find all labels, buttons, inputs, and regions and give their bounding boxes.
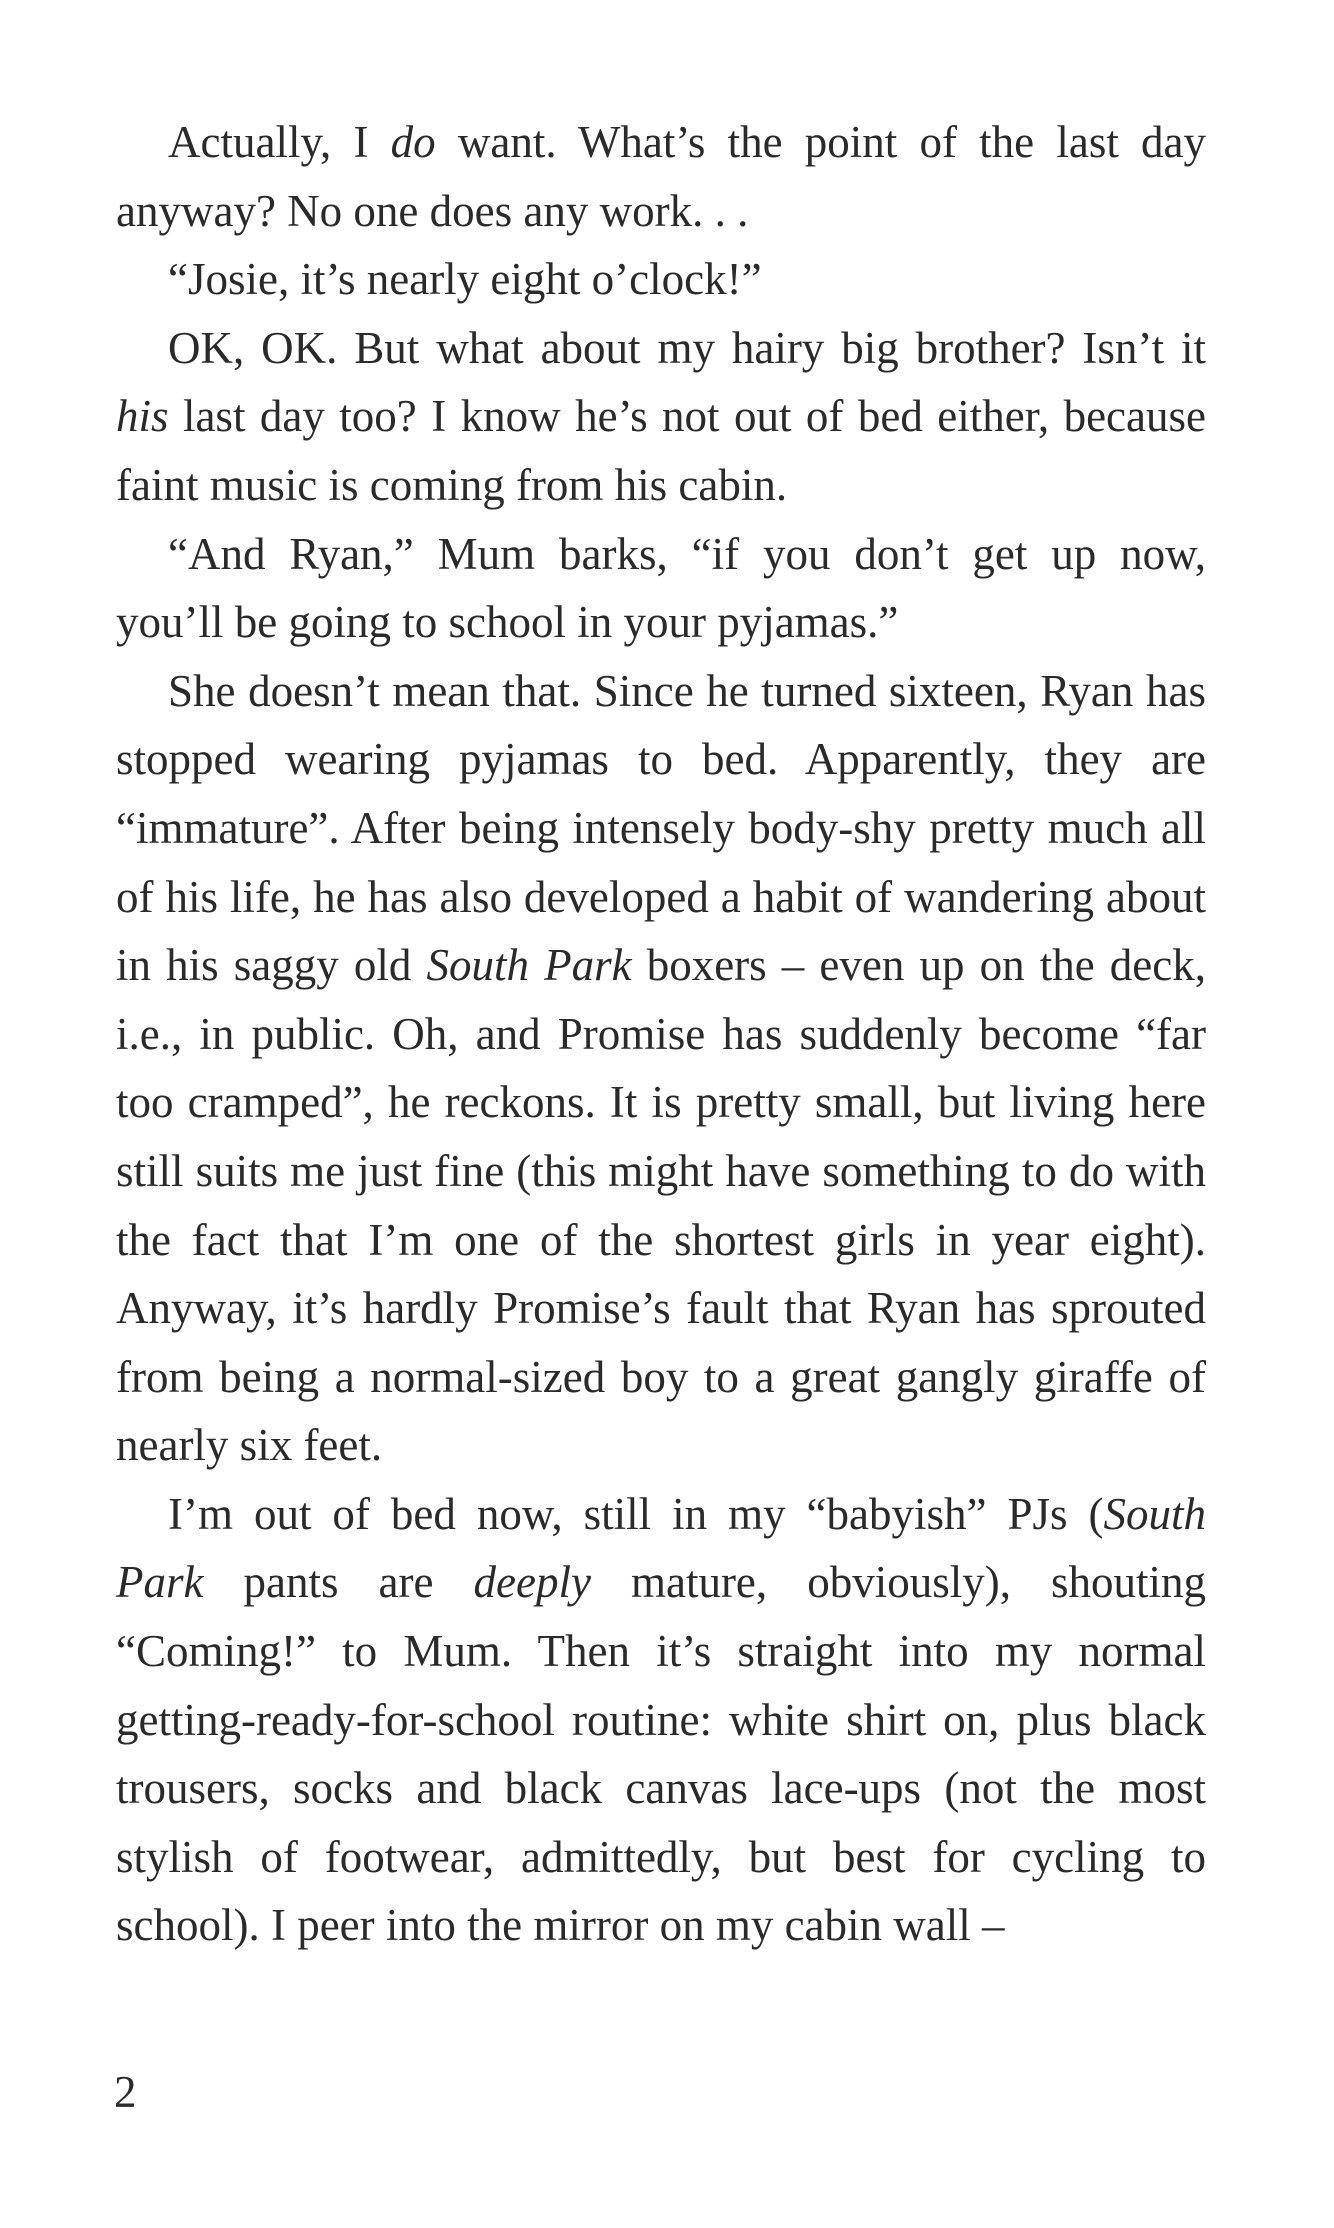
italic-text: his [116, 391, 169, 442]
text-run: “Josie, it’s nearly eight o’clock!” [168, 254, 762, 305]
italic-text: South Park [116, 1488, 1206, 1608]
text-run: She doesn’t mean that. Since he turned sixteen, Ryan has stopped wearing pyjamas to bed. Apparently, they are “immature”. After being intensely body-shy pretty much all of his life, he has also developed a habit of wandering about in his saggy old [116, 665, 1206, 991]
body-text [116, 108, 1206, 1960]
text-run: I’m out of bed now, still in my “babyish” PJs ( [168, 1488, 1104, 1539]
text-run: last day too? I know he’s not out of bed either, because faint music is coming from his cabin. [116, 391, 1206, 510]
text-run: want. What’s the point of the last day anyway? No one does any work. . . [116, 117, 1206, 236]
text-run: boxers – even up on the deck, i.e., in public. Oh, and Promise has suddenly become “far too cramped”, he reckons. It is pretty small, but living here still suits me just fine (this might have something to do with the fact that I’m one of the shortest girls in year eight). Anyway, it’s hardly Promise’s fault that Ryan has sprouted from being a normal-sized boy to a great gangly giraffe of nearly six feet. [116, 940, 1206, 1471]
paragraph [116, 1480, 1206, 1960]
paragraph [116, 108, 1206, 245]
text-run: OK, OK. But what about my hairy big brother? Isn’t it [168, 322, 1206, 373]
paragraph [116, 520, 1206, 657]
italic-text: South Park [426, 940, 632, 991]
text-run: Actually, I [168, 117, 391, 167]
italic-text: do [390, 117, 436, 167]
page-number: 2 [114, 2067, 137, 2117]
text-run: pants are [203, 1557, 474, 1608]
text-run: “And Ryan,” Mum barks, “if you don’t get up now, you’ll be going to school in your pyjamas.” [116, 528, 1206, 648]
italic-text: deeply [473, 1557, 591, 1608]
paragraph [116, 245, 1206, 314]
text-run: mature, obviously), shouting “Coming!” to Mum. Then it’s straight into my normal getting-ready-for-school routine: white shirt on, plus black trousers, socks and black canvas lace-ups (not the most stylish of footwear, admittedly, but best for cycling to school). I peer into the mirror on my cabin wall – [116, 1557, 1206, 1951]
paragraph [116, 314, 1206, 520]
paragraph [116, 657, 1206, 1480]
